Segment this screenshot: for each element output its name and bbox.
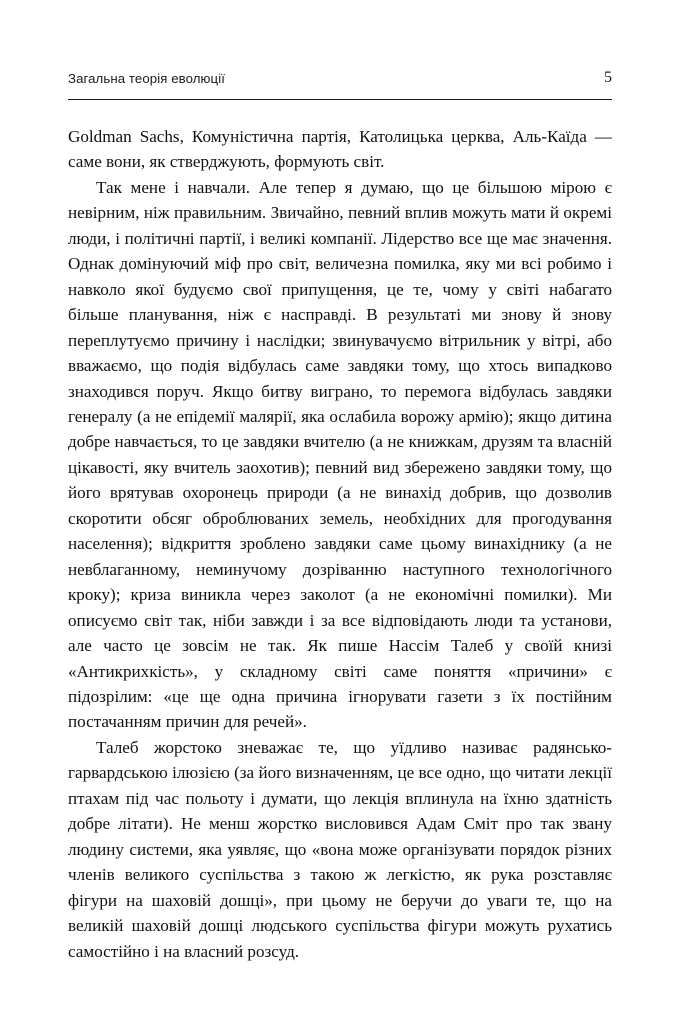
body-text-block [68,124,612,964]
page-number: 5 [604,69,612,86]
paragraph: Goldman Sachs, Комуністична партія, Католицька церква, Аль-Каїда — саме вони, як стверджують, формують світ. [68,127,612,172]
paragraph: Так мене і навчали. Але тепер я думаю, що це більшою мірою є невірним, ніж правильним. Звичайно, певний вплив можуть мати й окремі люди, і політичні партії, і великі компанії. Лідерство все ще має значення. Однак домінуючий міф про світ, величезна помилка, яку ми всі робимо і навколо якої будуємо свої припущення, це те, чому у світі набагато більше планування, ніж є насправді. В результаті ми знову й знову переплутуємо причину і наслідки; звинувачуємо вітрильник у вітрі, або вважаємо, що подія відбулась саме завдяки тому, що хтось випадково знаходився поруч. Якщо битву виграно, то перемога відбулась завдяки генералу (а не епідемії малярії, яка ослабила ворожу армію); якщо дитина добре навчається, то це завдяки вчителю (а не книжкам, друзям та власній цікавості, яку вчитель заохотив); певний вид збережено завдяки тому, що його врятував охоронець природи (а не винахід добрив, що дозволив скоротити обсяг оброблюваних земель, необхідних для прогодування населення); відкриття зроблено завдяки саме цьому винахіднику (а не невблаганному, неминучому дозріванню наступного технологічного кроку); криза виникла через заколот (а не економічні помилки). Ми описуємо світ так, ніби завжди і за все відповідають люди та установи, але часто це зовсім не так. Як пише Нассім Талеб у своїй книзі «Антикрихкість», у складному світі саме поняття «причини» є підозрілим: «це ще одна причина ігнорувати газети з їх постійним постачанням причин для речей». [68,177,612,732]
running-head-title: Загальна теорія еволюції [68,71,225,86]
running-head [68,70,612,100]
paragraph: Талеб жорстоко зневажає те, що уїдливо називає радянсько-гарвардською ілюзією (за його визначенням, це все одно, що читати лекції птахам під час польоту і думати, що лекція вплинула на їхню здатність добре літати). Не менш жорстко висловився Адам Сміт про так звану людину системи, яка уявляє, що «вона може організувати порядок різних членів великого суспільства з такою ж легкістю, як рука розставляє фігури на шаховій дошці», при цьому не беручи до уваги те, що на великій шаховій дошці людського суспільства фігури можуть рухатись самостійно і на власний розсуд. [68,737,612,961]
